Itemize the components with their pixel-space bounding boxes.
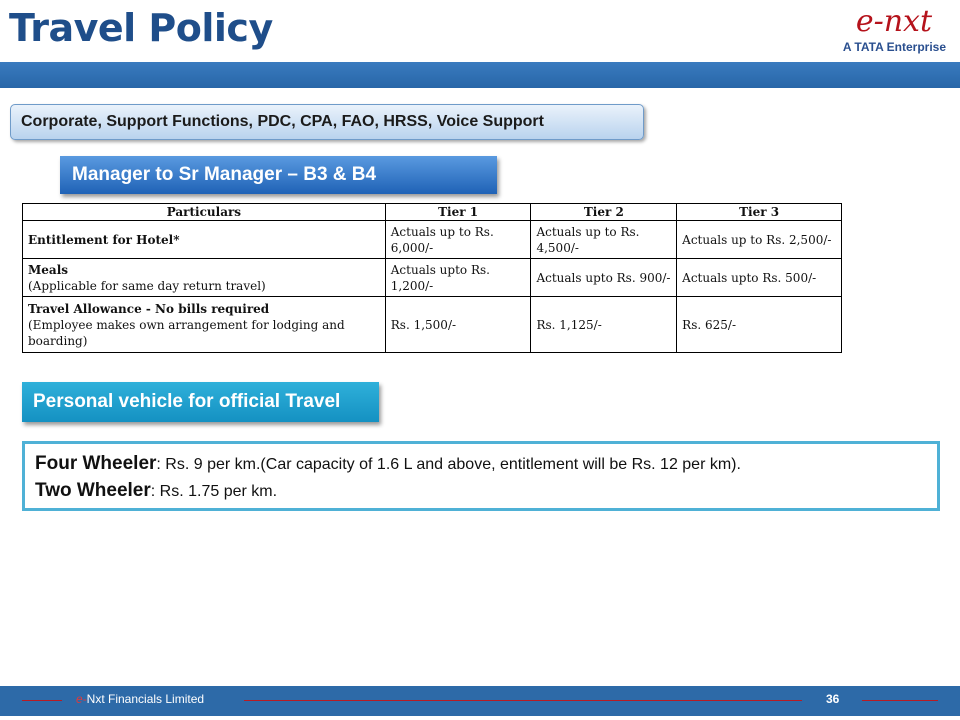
particular-note: (Applicable for same day return travel) <box>28 278 266 293</box>
tier-1-cell: Actuals upto Rs. 1,200/- <box>385 259 531 297</box>
tier-2-cell: Actuals upto Rs. 900/- <box>531 259 677 297</box>
footer-company-prefix: e- <box>76 692 87 706</box>
tier-2-cell: Rs. 1,125/- <box>531 297 677 353</box>
particular-title: Entitlement for Hotel* <box>28 232 180 247</box>
tier-3-cell: Actuals upto Rs. 500/- <box>677 259 842 297</box>
footer-company <box>76 692 204 706</box>
particular-cell <box>23 297 386 353</box>
grade-label: Manager to Sr Manager – B3 & B4 <box>60 156 497 194</box>
four-wheeler-line <box>35 451 927 478</box>
logo-tagline: A TATA Enterprise <box>842 40 946 54</box>
vehicle-rates-box <box>22 441 940 511</box>
slide-header <box>0 0 960 62</box>
particular-cell <box>23 221 386 259</box>
two-wheeler-rate: : Rs. 1.75 per km. <box>150 483 278 500</box>
table-row <box>23 297 842 353</box>
footer-divider <box>244 700 802 701</box>
company-logo <box>786 4 946 58</box>
footer-company-name: Nxt Financials Limited <box>86 692 205 706</box>
entitlement-table <box>22 203 842 353</box>
particular-note: (Employee makes own arrangement for lodging and boarding) <box>28 317 345 348</box>
tier-1-cell: Rs. 1,500/- <box>385 297 531 353</box>
particular-title: Travel Allowance - No bills required <box>28 301 270 316</box>
header-tier-1: Tier 1 <box>385 204 531 221</box>
personal-vehicle-heading: Personal vehicle for official Travel <box>22 382 379 422</box>
tier-1-cell: Actuals up to Rs. 6,000/- <box>385 221 531 259</box>
four-wheeler-label: Four Wheeler <box>35 453 157 474</box>
page-title: Travel Policy <box>9 6 273 50</box>
table-row <box>23 221 842 259</box>
particular-cell <box>23 259 386 297</box>
header-tier-2: Tier 2 <box>531 204 677 221</box>
logo-mark: e-nxt <box>855 4 932 39</box>
page-number: 36 <box>826 692 840 706</box>
header-band <box>0 62 960 88</box>
tier-3-cell: Rs. 625/- <box>677 297 842 353</box>
table-row <box>23 259 842 297</box>
header-particulars: Particulars <box>23 204 386 221</box>
two-wheeler-label: Two Wheeler <box>35 480 151 501</box>
footer-divider <box>862 700 938 701</box>
header-tier-3: Tier 3 <box>677 204 842 221</box>
particular-title: Meals <box>28 262 69 277</box>
tier-2-cell: Actuals up to Rs. 4,500/- <box>531 221 677 259</box>
two-wheeler-line <box>35 478 927 505</box>
department-label: Corporate, Support Functions, PDC, CPA, FAO, HRSS, Voice Support <box>10 104 644 140</box>
footer-divider <box>22 700 62 701</box>
four-wheeler-rate: : Rs. 9 per km.(Car capacity of 1.6 L and above, entitlement will be Rs. 12 per km). <box>156 456 741 473</box>
table-header-row <box>23 204 842 221</box>
tier-3-cell: Actuals up to Rs. 2,500/- <box>677 221 842 259</box>
